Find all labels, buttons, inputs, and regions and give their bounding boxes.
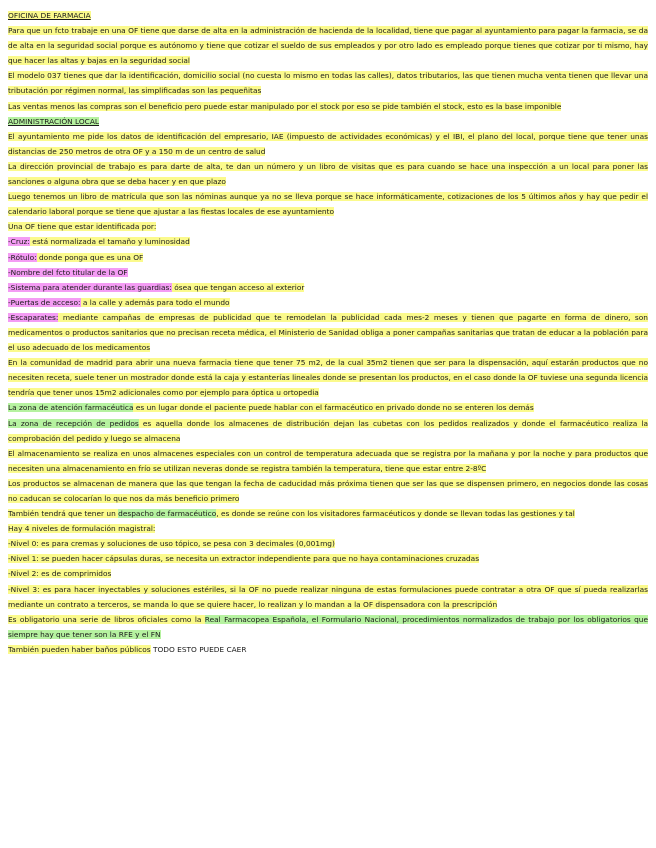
paragraph-banos: También pueden haber baños públicos TODO ESTO PUEDE CAER <box>8 644 247 654</box>
list-item-nivel-2: -Nivel 2: es de comprimidos <box>8 569 112 579</box>
paragraph-libros-oficiales: Es obligatorio una serie de libros oficiales como la Real Farmacopea Española, el Formulario Nacional, procedimientos normalizados de trabajo por los obligatorios que siempre hay que tener son la RFE y el FN <box>8 614 648 639</box>
paragraph-direccion-provincial: La dirección provincial de trabajo es para darte de alta, te dan un número y un libro de visitas que es para cuando se hace una inspección a un local para poner las sanciones o alguna obra que se deba hacer y en que plazo <box>8 161 648 187</box>
paragraph-identificada: Una OF tiene que estar identificada por: <box>8 222 157 232</box>
list-item-puertas: -Puertas de acceso: a la calle y además para todo el mundo <box>8 297 230 307</box>
list-item-nombre: -Nombre del fcto titular de la OF <box>8 267 128 277</box>
list-item-nivel-3: -Nivel 3: es para hacer inyectables y soluciones estériles, si la OF no puede realizar ninguna de estas formulaciones puede contratar a otra OF que sí pueda realizarlas mediante un contrato a terceros, se manda lo que se quiere hacer, lo realizan y lo mandan a la OF dispensadora con la prescripción <box>8 584 648 609</box>
list-item-rotulo: -Rótulo: donde ponga que es una OF <box>8 252 144 262</box>
paragraph-alta: Para que un fcto trabaje en una OF tiene que darse de alta en la administración de hacienda de la localidad, tiene que pagar al ayuntamiento para pagar la farmacia, se da de alta en la seguridad social porque es autónomo y tiene que cotizar el sueldo de sus empleados y por otro lado es empleado porque tienes que cotizar por ti mismo, hay que hacer las altas y bajas en la seguridad social <box>8 26 648 66</box>
list-item-nivel-0: -Nivel 0: es para cremas y soluciones de uso tópico, se pesa con 3 decimales (0,001mg) <box>8 539 335 549</box>
list-item-guardias: -Sistema para atender durante las guardias: ósea que tengan acceso al exterior <box>8 282 305 292</box>
paragraph-zona-recepcion: La zona de recepción de pedidos es aquella donde los almacenes de distribución dejan las cubetas con los pedidos realizados y donde el farmacéutico realiza la comprobación del pedido y luego se almacena <box>8 418 648 443</box>
list-item-escaparates: -Escaparates: mediante campañas de empresas de publicidad que te remodelan la publicidad cada mes-2 meses y tienen que pagarte en forma de dinero, son medicamentos o productos sanitarios que no precisan receta médica, el Ministerio de Sanidad obliga a poner campañas sanitarias que tratan de educar a la población para el uso adecuado de los medicamentos <box>8 312 648 353</box>
paragraph-comunidad-madrid: En la comunidad de madrid para abrir una nueva farmacia tiene que tener 75 m2, de la cual 35m2 tienen que ser para la dispensación, aquí estarán productos que no necesiten receta, suele tener un mostrador donde está la caja y estanterías lineales donde se presentan los productos, en el caso donde la OF tuviese una segunda licencia tendría que tener unos 15m2 adicionales como por ejemplo para óptica u ortopedia <box>8 358 648 398</box>
list-item-nivel-1: -Nivel 1: se pueden hacer cápsulas duras, se necesita un extractor independiente para que no haya contaminaciones cruzadas <box>8 554 480 564</box>
paragraph-despacho: También tendrá que tener un despacho de farmacéutico, es donde se reúne con los visitadores farmacéuticos y donde se llevan todas las gestiones y tal <box>8 509 575 519</box>
paragraph-libro-matricula: Luego tenemos un libro de matrícula que son las nóminas aunque ya no se lleva porque se hace informáticamente, cotizaciones de los 5 últimos años y hay que pedir el calendario laboral porque se tiene que ajustar a las fiestas locales de ese ayuntamiento <box>8 192 648 217</box>
paragraph-niveles: Hay 4 niveles de formulación magistral: <box>8 524 156 534</box>
paragraph-zona-atencion: La zona de atención farmacéutica es un lugar donde el paciente puede hablar con el farmacéutico en privado donde no se enteren los demás <box>8 403 534 413</box>
paragraph-ayuntamiento: El ayuntamiento me pide los datos de identificación del empresario, IAE (impuesto de actividades económicas) y el IBI, el plano del local, porque tiene que tener unas distancias de 250 metros de otra OF y a 150 m de un centro de salud <box>8 131 648 156</box>
paragraph-base-imponible: Las ventas menos las compras son el beneficio pero puede estar manipulado por el stock por eso se pide también el stock, esto es la base imponible <box>8 101 562 111</box>
document-body <box>8 8 648 657</box>
paragraph-almacenamiento: El almacenamiento se realiza en unos almacenes especiales con un control de temperatura adecuada que se registra por la mañana y por la noche y para productos que necesiten una almacenamiento en frío se utilizan neveras donde se registra también la temperatura, tiene que estar entre 2-8ºC <box>8 448 648 473</box>
paragraph-caducidad: Los productos se almacenan de manera que las que tengan la fecha de caducidad más próxima tienen que ser las que se dispensen primero, en negocios donde las cosas no caducan se colocarían lo que nos da más beneficio primero <box>8 478 648 503</box>
paragraph-modelo-037: El modelo 037 tienes que dar la identificación, domicilio social (no cuesta lo mismo en todas las calles), datos tributarios, las que tienen mucha venta tienen que llevar una tributación por régimen normal, las simplificadas son las pequeñitas <box>8 71 648 96</box>
heading-oficina: OFICINA DE FARMACIA <box>8 11 91 20</box>
heading-administracion: ADMINISTRACIÓN LOCAL <box>8 116 100 126</box>
list-item-cruz: -Cruz: está normalizada el tamaño y luminosidad <box>8 237 190 247</box>
